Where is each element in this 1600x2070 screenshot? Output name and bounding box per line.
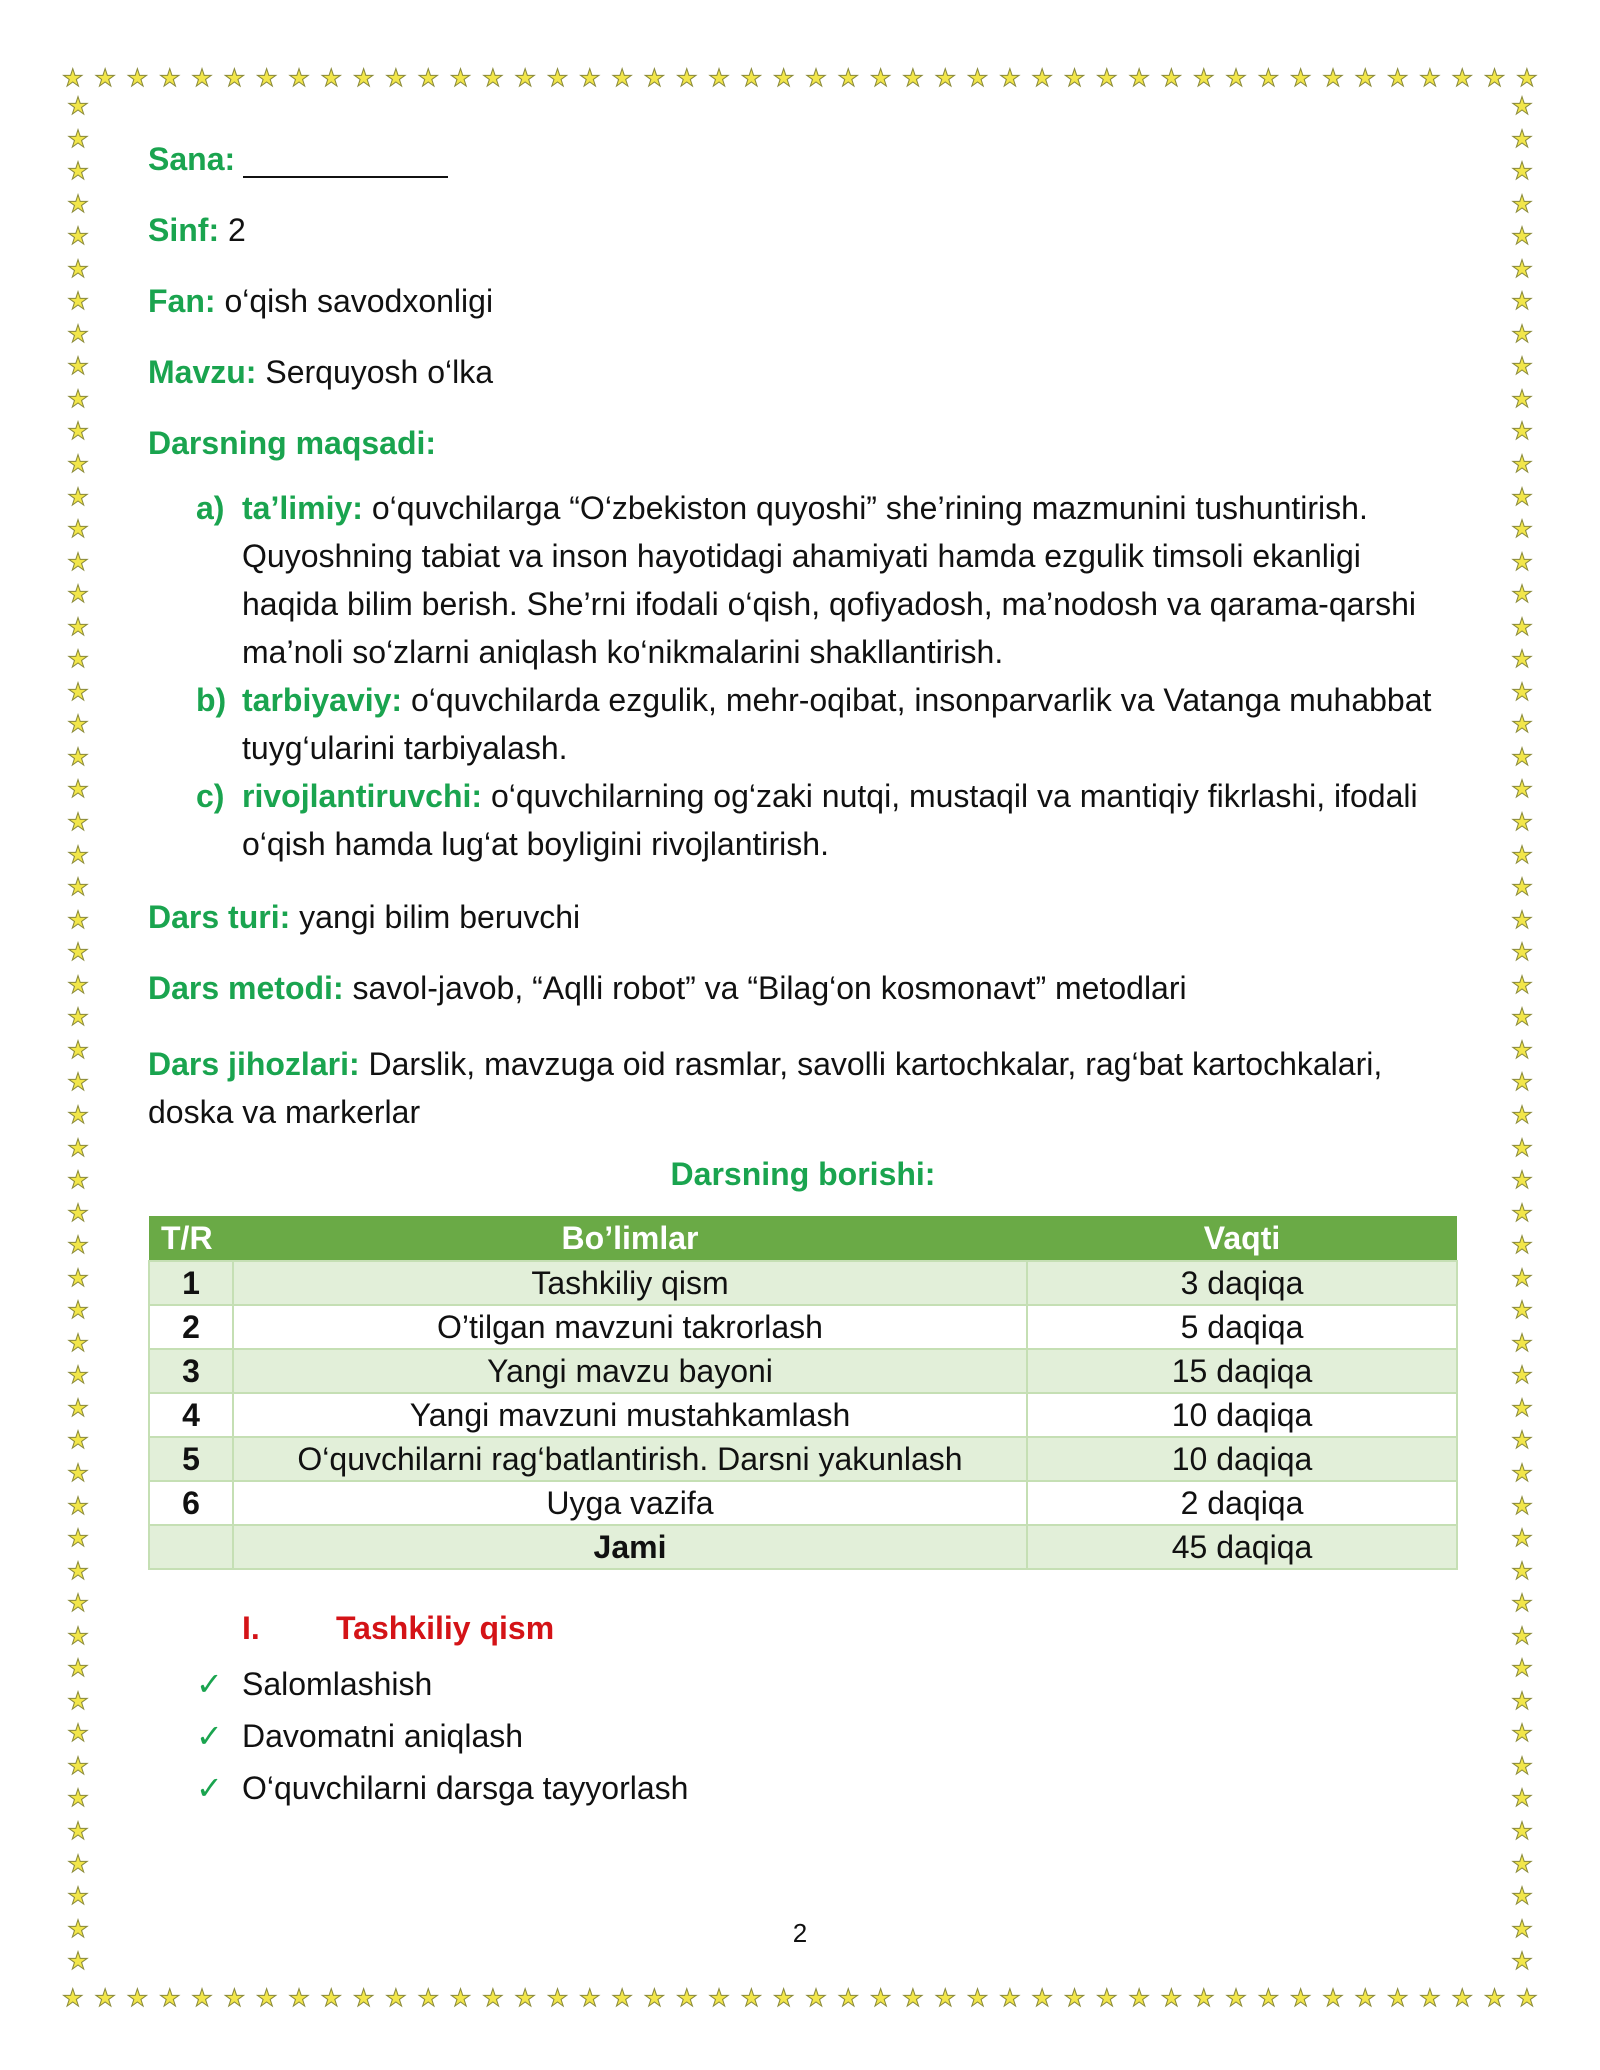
row-part: O’tilgan mavzuni takrorlash xyxy=(233,1305,1027,1349)
star-icon: ★ xyxy=(1031,64,1053,92)
lesson-flow-title: Darsning borishi: xyxy=(670,1156,936,1192)
lesson-type-line xyxy=(148,898,1458,936)
table-total-row xyxy=(149,1525,1457,1569)
row-time: 3 daqiqa xyxy=(1027,1261,1457,1305)
star-icon: ★ xyxy=(1451,1984,1473,2012)
star-icon: ★ xyxy=(67,1133,89,1162)
star-icon: ★ xyxy=(385,64,407,92)
star-icon: ★ xyxy=(67,1654,89,1683)
total-time: 45 daqiqa xyxy=(1027,1525,1457,1569)
border-bottom xyxy=(62,1982,1538,2014)
star-icon: ★ xyxy=(1511,742,1533,771)
star-icon: ★ xyxy=(255,1984,278,2012)
star-icon: ★ xyxy=(67,1003,89,1032)
row-time: 2 daqiqa xyxy=(1027,1481,1457,1525)
row-time: 15 daqiqa xyxy=(1027,1349,1457,1393)
page-number: 2 xyxy=(792,1918,808,1948)
star-icon: ★ xyxy=(223,1984,246,2012)
star-icon: ★ xyxy=(1451,64,1473,92)
star-icon: ★ xyxy=(869,64,892,92)
row-part: Uyga vazifa xyxy=(233,1481,1027,1525)
star-icon: ★ xyxy=(67,1621,89,1650)
star-icon: ★ xyxy=(1511,1328,1533,1357)
star-icon: ★ xyxy=(67,124,89,153)
star-icon: ★ xyxy=(67,873,89,902)
date-line xyxy=(148,140,1458,178)
star-icon: ★ xyxy=(1511,1654,1533,1683)
column-header: Vaqti xyxy=(1027,1216,1457,1261)
star-icon: ★ xyxy=(643,1984,666,2012)
star-icon: ★ xyxy=(67,1198,89,1227)
star-icon: ★ xyxy=(1511,1719,1533,1748)
lesson-plan xyxy=(148,140,1458,1814)
star-icon: ★ xyxy=(1511,1621,1533,1650)
star-icon: ★ xyxy=(1511,450,1533,479)
class-label: Sinf: xyxy=(148,212,220,248)
star-icon: ★ xyxy=(67,1328,89,1357)
star-icon: ★ xyxy=(417,1984,439,2012)
row-part: Yangi mavzu bayoni xyxy=(233,1349,1027,1393)
star-icon: ★ xyxy=(902,64,924,92)
star-icon: ★ xyxy=(1511,1491,1533,1520)
star-icon: ★ xyxy=(1225,64,1247,92)
star-icon: ★ xyxy=(67,1035,89,1064)
star-icon: ★ xyxy=(482,64,504,92)
star-icon: ★ xyxy=(1096,1984,1118,2012)
goal-label: rivojlantiruvchi: xyxy=(242,778,483,814)
star-icon: ★ xyxy=(1516,1984,1538,2012)
star-icon: ★ xyxy=(67,840,89,869)
star-icon: ★ xyxy=(67,612,89,641)
star-icon: ★ xyxy=(67,515,89,544)
star-icon: ★ xyxy=(1511,515,1533,544)
topic-value: Serquyosh o‘lka xyxy=(265,354,494,390)
star-icon: ★ xyxy=(934,1984,956,2012)
star-icon: ★ xyxy=(67,1784,89,1813)
row-time: 5 daqiqa xyxy=(1027,1305,1457,1349)
star-icon: ★ xyxy=(67,1231,89,1260)
stage-title: Tashkiliy qism xyxy=(336,1610,555,1646)
star-icon: ★ xyxy=(67,645,89,674)
lesson-flow-table xyxy=(148,1216,1458,1570)
star-icon: ★ xyxy=(1354,1984,1377,2012)
goal-marker: c) xyxy=(196,778,225,814)
column-header: T/R xyxy=(149,1216,233,1261)
checklist-text: O‘quvchilarni darsga tayyorlash xyxy=(242,1770,689,1806)
checklist-item xyxy=(148,1710,1458,1762)
star-icon: ★ xyxy=(1511,189,1533,218)
subject-label: Fan: xyxy=(148,283,216,319)
star-icon: ★ xyxy=(1511,1166,1533,1195)
star-icon: ★ xyxy=(67,482,89,511)
star-icon: ★ xyxy=(67,580,89,609)
star-icon: ★ xyxy=(67,287,89,316)
star-icon: ★ xyxy=(1483,64,1506,92)
equipment-line xyxy=(148,1040,1458,1136)
row-part: O‘quvchilarni rag‘batlantirish. Darsni yakunlash xyxy=(233,1437,1027,1481)
equipment-label: Dars jihozlari: xyxy=(148,1046,360,1082)
star-icon: ★ xyxy=(385,1984,407,2012)
star-icon: ★ xyxy=(1511,580,1533,609)
star-icon: ★ xyxy=(67,1166,89,1195)
goal-marker: b) xyxy=(196,682,227,718)
star-icon: ★ xyxy=(67,970,89,999)
star-icon: ★ xyxy=(67,1393,89,1422)
star-icon: ★ xyxy=(191,64,213,92)
star-icon: ★ xyxy=(62,64,84,92)
class-line xyxy=(148,211,1458,249)
star-icon: ★ xyxy=(546,1984,569,2012)
star-icon: ★ xyxy=(126,64,149,92)
star-icon: ★ xyxy=(67,1296,89,1325)
checklist-item xyxy=(148,1658,1458,1710)
star-icon: ★ xyxy=(67,938,89,967)
table-row xyxy=(149,1437,1457,1481)
star-icon: ★ xyxy=(1257,64,1280,92)
goal-text: o‘quvchilarga “O‘zbekiston quyoshi” she’rining mazmunini tushuntirish. Quyoshning tabiat va inson hayotidagi ahamiyati hamda ezgulik timsoli ekanligi haqida bilim berish. She’rni ifodali o‘qish, qofiyadosh, ma’nodosh va qarama-qarshi ma’noli so‘zlarni aniqlash ko‘nikmalarini shakllantirish. xyxy=(242,490,1416,670)
topic-label: Mavzu: xyxy=(148,354,257,390)
star-icon: ★ xyxy=(1511,547,1533,576)
row-number: 3 xyxy=(149,1349,233,1393)
star-icon: ★ xyxy=(67,1426,89,1455)
star-icon: ★ xyxy=(643,64,666,92)
subject-value: o‘qish savodxonligi xyxy=(224,283,494,319)
star-icon: ★ xyxy=(1128,64,1150,92)
star-icon: ★ xyxy=(158,64,181,92)
total-number-cell xyxy=(149,1525,233,1569)
equipment-value: Darslik, mavzuga oid rasmlar, savolli kartochkalar, rag‘bat kartochkalari, doska va markerlar xyxy=(148,1046,1383,1130)
star-icon: ★ xyxy=(67,352,89,381)
star-icon: ★ xyxy=(1511,1231,1533,1260)
star-icon: ★ xyxy=(1511,1133,1533,1162)
star-icon: ★ xyxy=(352,1984,375,2012)
star-icon: ★ xyxy=(1511,254,1533,283)
star-icon: ★ xyxy=(1511,124,1533,153)
star-icon: ★ xyxy=(1511,905,1533,934)
star-icon: ★ xyxy=(1192,1984,1215,2012)
goal-item xyxy=(148,772,1458,868)
method-label: Dars metodi: xyxy=(148,970,344,1006)
star-icon: ★ xyxy=(1511,1035,1533,1064)
star-icon: ★ xyxy=(67,1589,89,1618)
star-icon: ★ xyxy=(67,547,89,576)
goal-label: ta’limiy: xyxy=(242,490,363,526)
star-icon: ★ xyxy=(67,1719,89,1748)
star-icon: ★ xyxy=(1511,1686,1533,1715)
star-icon: ★ xyxy=(67,808,89,837)
star-icon: ★ xyxy=(514,64,536,92)
column-header: Bo’limlar xyxy=(233,1216,1027,1261)
checkmark-icon: ✓ xyxy=(196,1769,223,1807)
star-icon: ★ xyxy=(1511,970,1533,999)
star-icon: ★ xyxy=(1511,645,1533,674)
goals-heading xyxy=(148,424,1458,462)
star-icon: ★ xyxy=(67,450,89,479)
star-icon: ★ xyxy=(1511,1882,1533,1911)
star-icon: ★ xyxy=(1511,938,1533,967)
star-icon: ★ xyxy=(1511,612,1533,641)
star-icon: ★ xyxy=(1511,840,1533,869)
star-icon: ★ xyxy=(67,222,89,251)
checkmark-icon: ✓ xyxy=(196,1665,223,1703)
star-icon: ★ xyxy=(1511,1751,1533,1780)
star-icon: ★ xyxy=(67,1556,89,1585)
date-label: Sana: xyxy=(148,141,236,177)
star-icon: ★ xyxy=(67,1751,89,1780)
star-icon: ★ xyxy=(352,64,375,92)
star-icon: ★ xyxy=(1354,64,1377,92)
star-icon: ★ xyxy=(67,92,89,120)
star-icon: ★ xyxy=(1511,1849,1533,1878)
star-icon: ★ xyxy=(1483,1984,1506,2012)
class-value: 2 xyxy=(227,212,246,248)
star-icon: ★ xyxy=(708,64,730,92)
star-icon: ★ xyxy=(1511,873,1533,902)
star-icon: ★ xyxy=(740,64,763,92)
star-icon: ★ xyxy=(999,1984,1021,2012)
row-number: 1 xyxy=(149,1261,233,1305)
star-icon: ★ xyxy=(546,64,569,92)
star-icon: ★ xyxy=(1257,1984,1280,2012)
star-icon: ★ xyxy=(1322,1984,1344,2012)
star-icon: ★ xyxy=(67,1849,89,1878)
row-number: 5 xyxy=(149,1437,233,1481)
star-icon: ★ xyxy=(1511,808,1533,837)
star-icon: ★ xyxy=(126,1984,149,2012)
star-icon: ★ xyxy=(449,1984,472,2012)
star-icon: ★ xyxy=(62,1984,84,2012)
row-part: Tashkiliy qism xyxy=(233,1261,1027,1305)
star-icon: ★ xyxy=(1511,1426,1533,1455)
star-icon: ★ xyxy=(740,1984,763,2012)
star-icon: ★ xyxy=(1511,1263,1533,1292)
star-icon: ★ xyxy=(1419,64,1441,92)
star-icon: ★ xyxy=(1511,1524,1533,1553)
star-icon: ★ xyxy=(1063,1984,1086,2012)
checklist-text: Davomatni aniqlash xyxy=(242,1718,524,1754)
star-icon: ★ xyxy=(94,1984,116,2012)
lesson-type-value: yangi bilim beruvchi xyxy=(299,899,581,935)
table-row xyxy=(149,1261,1457,1305)
star-icon: ★ xyxy=(67,1524,89,1553)
star-icon: ★ xyxy=(1511,1100,1533,1129)
star-icon: ★ xyxy=(1419,1984,1441,2012)
star-icon: ★ xyxy=(67,1914,89,1943)
star-icon: ★ xyxy=(1511,1393,1533,1422)
star-icon: ★ xyxy=(67,742,89,771)
star-icon: ★ xyxy=(67,319,89,348)
star-icon: ★ xyxy=(1511,417,1533,446)
stage-heading xyxy=(148,1608,1458,1648)
star-icon: ★ xyxy=(255,64,278,92)
goal-item xyxy=(148,676,1458,772)
star-icon: ★ xyxy=(579,64,601,92)
row-time: 10 daqiqa xyxy=(1027,1437,1457,1481)
goal-text: o‘quvchilarning og‘zaki nutqi, mustaqil va mantiqiy fikrlashi, ifodali o‘qish hamda lug‘at boyligini rivojlantirish. xyxy=(242,778,1418,862)
star-icon: ★ xyxy=(1289,64,1312,92)
date-blank xyxy=(243,146,448,178)
star-icon: ★ xyxy=(805,1984,827,2012)
star-icon: ★ xyxy=(1511,1198,1533,1227)
star-icon: ★ xyxy=(934,64,956,92)
star-icon: ★ xyxy=(67,1068,89,1097)
star-icon: ★ xyxy=(67,1100,89,1129)
star-icon: ★ xyxy=(772,1984,795,2012)
star-icon: ★ xyxy=(449,64,472,92)
star-icon: ★ xyxy=(67,157,89,186)
star-icon: ★ xyxy=(1511,157,1533,186)
star-icon: ★ xyxy=(579,1984,601,2012)
star-icon: ★ xyxy=(67,254,89,283)
star-icon: ★ xyxy=(94,64,116,92)
method-value: savol-javob, “Aqlli robot” va “Bilag‘on kosmonavt” metodlari xyxy=(352,970,1187,1006)
star-icon: ★ xyxy=(67,1686,89,1715)
star-icon: ★ xyxy=(288,64,310,92)
row-number: 6 xyxy=(149,1481,233,1525)
star-icon: ★ xyxy=(1511,352,1533,381)
star-icon: ★ xyxy=(1516,64,1538,92)
star-icon: ★ xyxy=(1511,1458,1533,1487)
border-right xyxy=(1506,94,1538,1974)
star-icon: ★ xyxy=(67,1263,89,1292)
star-icon: ★ xyxy=(1063,64,1086,92)
star-icon: ★ xyxy=(482,1984,504,2012)
star-icon: ★ xyxy=(1511,1556,1533,1585)
star-icon: ★ xyxy=(1511,1914,1533,1943)
star-icon: ★ xyxy=(837,64,860,92)
star-icon: ★ xyxy=(67,1458,89,1487)
star-icon: ★ xyxy=(1511,1296,1533,1325)
star-icon: ★ xyxy=(1511,287,1533,316)
star-icon: ★ xyxy=(1511,482,1533,511)
star-icon: ★ xyxy=(67,905,89,934)
table-row xyxy=(149,1481,1457,1525)
row-number: 4 xyxy=(149,1393,233,1437)
star-icon: ★ xyxy=(675,64,698,92)
star-icon: ★ xyxy=(1386,64,1409,92)
star-icon: ★ xyxy=(1511,319,1533,348)
star-icon: ★ xyxy=(67,1361,89,1390)
star-icon: ★ xyxy=(1511,222,1533,251)
row-number: 2 xyxy=(149,1305,233,1349)
star-icon: ★ xyxy=(1128,1984,1150,2012)
star-icon: ★ xyxy=(514,1984,536,2012)
goal-text: o‘quvchilarda ezgulik, mehr-oqibat, insonparvarlik va Vatanga muhabbat tuyg‘ularini tarbiyalash. xyxy=(242,682,1432,766)
stage-roman: I. xyxy=(242,1610,260,1646)
star-icon: ★ xyxy=(67,775,89,804)
star-icon: ★ xyxy=(191,1984,213,2012)
star-icon: ★ xyxy=(67,417,89,446)
star-icon: ★ xyxy=(869,1984,892,2012)
border-left xyxy=(62,94,94,1974)
star-icon: ★ xyxy=(67,189,89,218)
star-icon: ★ xyxy=(223,64,246,92)
subject-line xyxy=(148,282,1458,320)
checklist-item xyxy=(148,1762,1458,1814)
star-icon: ★ xyxy=(1511,1003,1533,1032)
star-icon: ★ xyxy=(1160,64,1183,92)
star-icon: ★ xyxy=(1511,677,1533,706)
star-icon: ★ xyxy=(1511,1947,1533,1976)
star-icon: ★ xyxy=(67,1947,89,1976)
star-icon: ★ xyxy=(966,64,989,92)
star-icon: ★ xyxy=(1511,1068,1533,1097)
star-icon: ★ xyxy=(1511,1589,1533,1618)
star-icon: ★ xyxy=(1511,775,1533,804)
row-time: 10 daqiqa xyxy=(1027,1393,1457,1437)
star-icon: ★ xyxy=(772,64,795,92)
star-icon: ★ xyxy=(67,384,89,413)
topic-line xyxy=(148,353,1458,391)
total-label: Jami xyxy=(233,1525,1027,1569)
method-line xyxy=(148,969,1458,1007)
star-icon: ★ xyxy=(1192,64,1215,92)
checkmark-icon: ✓ xyxy=(196,1717,223,1755)
star-icon: ★ xyxy=(1511,92,1533,120)
star-icon: ★ xyxy=(67,1491,89,1520)
star-icon: ★ xyxy=(1322,64,1344,92)
star-icon: ★ xyxy=(999,64,1021,92)
star-icon: ★ xyxy=(67,677,89,706)
star-icon: ★ xyxy=(611,64,633,92)
star-icon: ★ xyxy=(288,1984,310,2012)
goals-label: Darsning maqsadi: xyxy=(148,425,437,461)
star-icon: ★ xyxy=(1289,1984,1312,2012)
lesson-type-label: Dars turi: xyxy=(148,899,291,935)
goal-label: tarbiyaviy: xyxy=(242,682,403,718)
star-icon: ★ xyxy=(966,1984,989,2012)
star-icon: ★ xyxy=(1386,1984,1409,2012)
star-icon: ★ xyxy=(1511,384,1533,413)
star-icon: ★ xyxy=(1225,1984,1247,2012)
star-icon: ★ xyxy=(805,64,827,92)
table-row xyxy=(149,1393,1457,1437)
goal-item xyxy=(148,484,1458,676)
star-icon: ★ xyxy=(320,1984,343,2012)
star-icon: ★ xyxy=(1511,1361,1533,1390)
star-icon: ★ xyxy=(1031,1984,1053,2012)
star-icon: ★ xyxy=(158,1984,181,2012)
star-icon: ★ xyxy=(675,1984,698,2012)
star-icon: ★ xyxy=(67,710,89,739)
goals-list xyxy=(148,484,1458,868)
star-icon: ★ xyxy=(837,1984,860,2012)
star-icon: ★ xyxy=(320,64,343,92)
star-icon: ★ xyxy=(67,1816,89,1845)
table-row xyxy=(149,1349,1457,1393)
star-icon: ★ xyxy=(611,1984,633,2012)
table-header-row xyxy=(149,1216,1457,1261)
star-icon: ★ xyxy=(1511,1816,1533,1845)
star-icon: ★ xyxy=(67,1882,89,1911)
border-top xyxy=(62,62,1538,94)
star-icon: ★ xyxy=(708,1984,730,2012)
table-row xyxy=(149,1305,1457,1349)
row-part: Yangi mavzuni mustahkamlash xyxy=(233,1393,1027,1437)
star-icon: ★ xyxy=(1096,64,1118,92)
star-icon: ★ xyxy=(1511,710,1533,739)
star-icon: ★ xyxy=(417,64,439,92)
star-icon: ★ xyxy=(1160,1984,1183,2012)
goal-marker: a) xyxy=(196,490,225,526)
checklist-text: Salomlashish xyxy=(242,1666,433,1702)
star-icon: ★ xyxy=(902,1984,924,2012)
checklist xyxy=(148,1658,1458,1814)
star-icon: ★ xyxy=(1511,1784,1533,1813)
